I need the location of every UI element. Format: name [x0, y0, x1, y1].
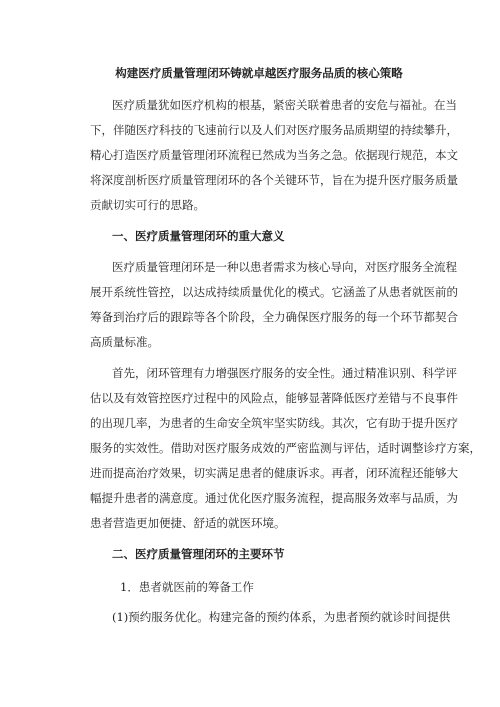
section-1-para-2-line-5: 进而提高治疗效果，切实满足患者的健康诉求。再者，闭环流程还能够大	[90, 466, 458, 480]
section-2-subheading-1: 1．患者就医前的筹备工作	[120, 580, 254, 594]
section-1-para-1-line-4: 高质量标准。	[90, 335, 159, 349]
document-title: 构建医疗质量管理闭环铸就卓越医疗服务品质的核心策略	[115, 66, 403, 80]
intro-line-1: 医疗质量犹如医疗机构的根基，紧密关联着患者的安危与福祉。在当	[112, 98, 457, 112]
section-1-para-1-line-3: 筹备到治疗后的跟踪等各个阶段，全力确保医疗服务的每一个环节都契合	[90, 310, 458, 324]
section-2-heading: 二、医疗质量管理闭环的主要环节	[112, 547, 285, 561]
section-1-para-2-line-3: 的出现几率，为患者的生命安全筑牢坚实防线。其次，它有助于提升医疗	[90, 416, 458, 430]
section-2-item-1-line-1: (1)预约服务优化。构建完备的预约体系，为患者预约就诊时间提供	[112, 610, 451, 624]
intro-line-2: 下，伴随医疗科技的飞速前行以及人们对医疗服务品质期望的持续攀升，	[90, 123, 458, 137]
section-1-para-1-line-2: 展开系统性管控，以达成持续质量优化的模式。它涵盖了从患者就医前的	[90, 285, 458, 299]
section-1-para-2-line-2: 估以及有效管控医疗过程中的风险点，能够显著降低医疗差错与不良事件	[90, 391, 458, 405]
section-1-para-2-line-7: 患者营造更加便捷、舒适的就医环境。	[90, 516, 286, 530]
section-1-para-2-line-1: 首先，闭环管理有力增强医疗服务的安全性。通过精准识别、科学评	[112, 366, 457, 380]
section-1-para-1-line-1: 医疗质量管理闭环是一种以患者需求为核心导向，对医疗服务全流程	[112, 260, 457, 274]
intro-line-4: 将深度剖析医疗质量管理闭环的各个关键环节，旨在为提升医疗服务质量	[90, 173, 458, 187]
section-1-heading: 一、医疗质量管理闭环的重大意义	[112, 229, 285, 243]
section-1-para-2-line-6: 幅提升患者的满意度。通过优化医疗服务流程，提高服务效率与品质，为	[90, 491, 458, 505]
section-1-para-2-line-4: 服务的实效性。借助对医疗服务成效的严密监测与评估，适时调整诊疗方案，	[90, 441, 481, 455]
intro-line-3: 精心打造医疗质量管理闭环流程已然成为当务之急。依据现行规范，本文	[90, 148, 458, 162]
intro-line-5: 贡献切实可行的思路。	[90, 198, 205, 212]
